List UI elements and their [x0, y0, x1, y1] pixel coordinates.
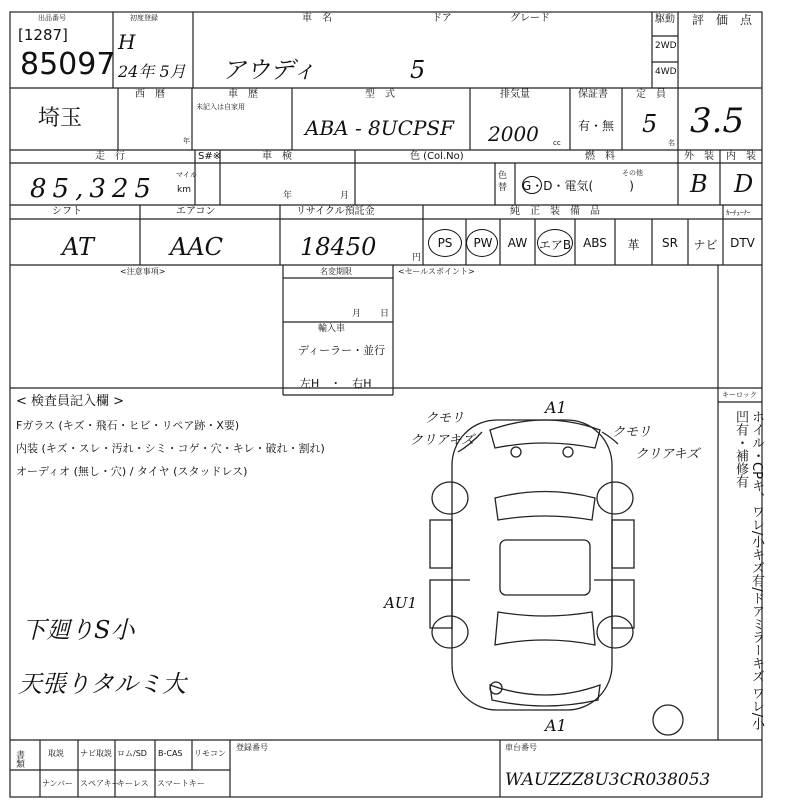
equipment-label: 純 正 装 備 品 — [510, 206, 600, 217]
handwritten-note-1: 下廻りS小 — [22, 616, 135, 644]
recycle-label: リサイクル預託金 — [296, 206, 375, 217]
model: ABA - 8UCPSF — [305, 116, 454, 140]
km: km — [177, 185, 191, 195]
tuner-label: ｶｰﾁｭｰﾅｰ — [726, 209, 751, 217]
notes-day: 日 — [380, 309, 390, 319]
footer-item-smart-key: スマートキー — [157, 779, 205, 788]
first-reg-value: 24年 5月 — [118, 62, 186, 81]
shift-label: シフト — [52, 206, 82, 217]
era: H — [118, 30, 136, 54]
inspector-line1: Fガラス (キズ・飛石・ヒビ・リペア跡・X要) — [16, 419, 240, 432]
inspector-line3: オーディオ (無し・穴) / タイヤ (スタッドレス) — [16, 465, 248, 478]
side-mark: AU1 — [384, 594, 418, 612]
fuel-value: G・D・電気( ) — [522, 179, 634, 193]
keylock-label: キーロック — [722, 391, 757, 399]
name-change-label: 名変期限 — [320, 267, 352, 276]
equip-navi: ナビ — [693, 238, 718, 252]
lot-label: 出品番号 — [38, 14, 66, 22]
ac: AAC — [170, 233, 224, 261]
region: 埼玉 — [38, 106, 83, 131]
equip-airbag-circle — [537, 229, 573, 257]
dealer: ディーラー・並行 — [298, 344, 386, 357]
footer-item-manual: 取説 — [48, 749, 64, 758]
handwritten-note-2: 天張りタルミ大 — [18, 670, 186, 698]
sales-point-label: <セールスポイント> — [398, 267, 475, 276]
fuel-other: その他 — [622, 169, 643, 177]
chassis-number: WAUZZZ8U3CR038053 — [505, 770, 711, 790]
mile: マイル — [176, 171, 197, 179]
footer-item-spare-key: スペアキー — [80, 779, 120, 788]
reg-label: 登録番号 — [236, 743, 268, 752]
inspection-label: 車 検 — [262, 151, 292, 162]
equip-dtv: DTV — [730, 236, 755, 250]
capacity-unit: 名 — [668, 139, 675, 147]
displacement-label: 排気量 — [500, 89, 530, 100]
caution-label: <注意事項> — [120, 267, 166, 276]
equip-aw: AW — [507, 236, 528, 250]
car-name: アウディ — [222, 56, 317, 84]
capacity-label: 定 員 — [636, 89, 666, 100]
keylock-vertical-text: ホイル・CPキ、ワレ/小キズ有/ドアミラーキズ ワレ/小凹有・補修有 — [733, 410, 764, 731]
fuel-label: 燃 料 — [585, 151, 615, 162]
footer-item-bcas: B-CAS — [158, 749, 183, 758]
shift: AT — [62, 233, 95, 261]
front-mark: A1 — [545, 398, 567, 417]
warranty-label: 保証書 — [578, 89, 608, 100]
inspection-month: 月 — [340, 191, 350, 201]
left-note-1: クモリ — [425, 411, 465, 426]
displacement: 2000 — [488, 122, 539, 146]
footer-docs-header: 書類 — [14, 750, 24, 768]
score-label: 評 価 点 — [692, 13, 753, 27]
ac-label: エアコン — [176, 206, 216, 217]
first-reg-label: 初度登録 — [130, 14, 158, 22]
capacity: 5 — [642, 110, 658, 138]
drive-4wd: 4WD — [655, 67, 677, 77]
mileage-label: 走 行 — [95, 151, 125, 162]
rear-mark: A1 — [545, 716, 567, 735]
equip-ps-circle — [428, 229, 462, 257]
drive-2wd: 2WD — [655, 41, 677, 51]
equip-pw-circle — [466, 229, 498, 257]
color-side: 色替 — [498, 171, 508, 193]
exterior: B — [690, 170, 708, 198]
equip-airbag: エアB — [538, 238, 572, 252]
equip-abs: ABS — [583, 236, 607, 250]
score: 3.5 — [690, 101, 745, 141]
warranty-value: 有・無 — [578, 119, 615, 133]
footer-item-rom: ロム/SD — [117, 749, 147, 758]
fuel-gasoline-circle — [522, 176, 542, 194]
notes-month: 月 — [352, 309, 362, 319]
equip-leather: 革 — [627, 238, 640, 252]
mileage: 85,325 — [30, 174, 157, 204]
history-note: 未記入は自家用 — [196, 103, 245, 111]
right-note-2: クリアキズ — [635, 447, 700, 462]
lot-number: 85097 — [20, 47, 116, 82]
inspection-year: 年 — [283, 191, 293, 201]
lot-small: [1287] — [18, 26, 68, 44]
doors: 5 — [410, 56, 426, 84]
inspector-title: < 検査員記入欄 > — [16, 394, 125, 409]
left-note-2: クリアキズ — [410, 433, 475, 448]
footer-item-navi-manual: ナビ取説 — [80, 749, 112, 758]
cc: cc — [553, 139, 561, 147]
color-label: 色 (Col.No) — [410, 151, 464, 162]
steering: 左H ・ 右H — [300, 377, 372, 390]
interior: D — [734, 170, 754, 198]
chassis-label: 車台番号 — [505, 743, 537, 752]
history-label: 車 歴 — [228, 89, 258, 100]
equip-ps: PS — [437, 236, 453, 250]
interior-label: 内 装 — [726, 151, 756, 162]
doors-label: ドア — [432, 13, 452, 24]
import-label: 輸入車 — [318, 324, 346, 334]
year-label: 西 暦 — [135, 89, 165, 100]
drive-label: 駆動 — [655, 14, 675, 25]
s-label: S#※ — [198, 151, 222, 162]
inspector-line2: 内装 (キズ・スレ・汚れ・シミ・コゲ・穴・キレ・破れ・割れ) — [16, 442, 325, 455]
model-label: 型 式 — [365, 89, 395, 100]
footer-item-keyless: キーレス — [117, 779, 149, 788]
car-name-label: 車 名 — [302, 13, 332, 24]
year-unit: 年 — [183, 137, 190, 145]
recycle: 18450 — [300, 233, 377, 261]
footer-item-number: ナンバー — [42, 779, 74, 788]
exterior-label: 外 装 — [684, 151, 714, 162]
car-diagram — [430, 420, 683, 735]
equip-sr: SR — [662, 236, 678, 250]
footer-item-remote: リモコン — [194, 749, 226, 758]
grade-label: グレード — [510, 13, 550, 24]
right-note-1: クモリ — [612, 425, 652, 440]
yen: 円 — [412, 253, 422, 263]
equip-pw: PW — [473, 236, 493, 250]
